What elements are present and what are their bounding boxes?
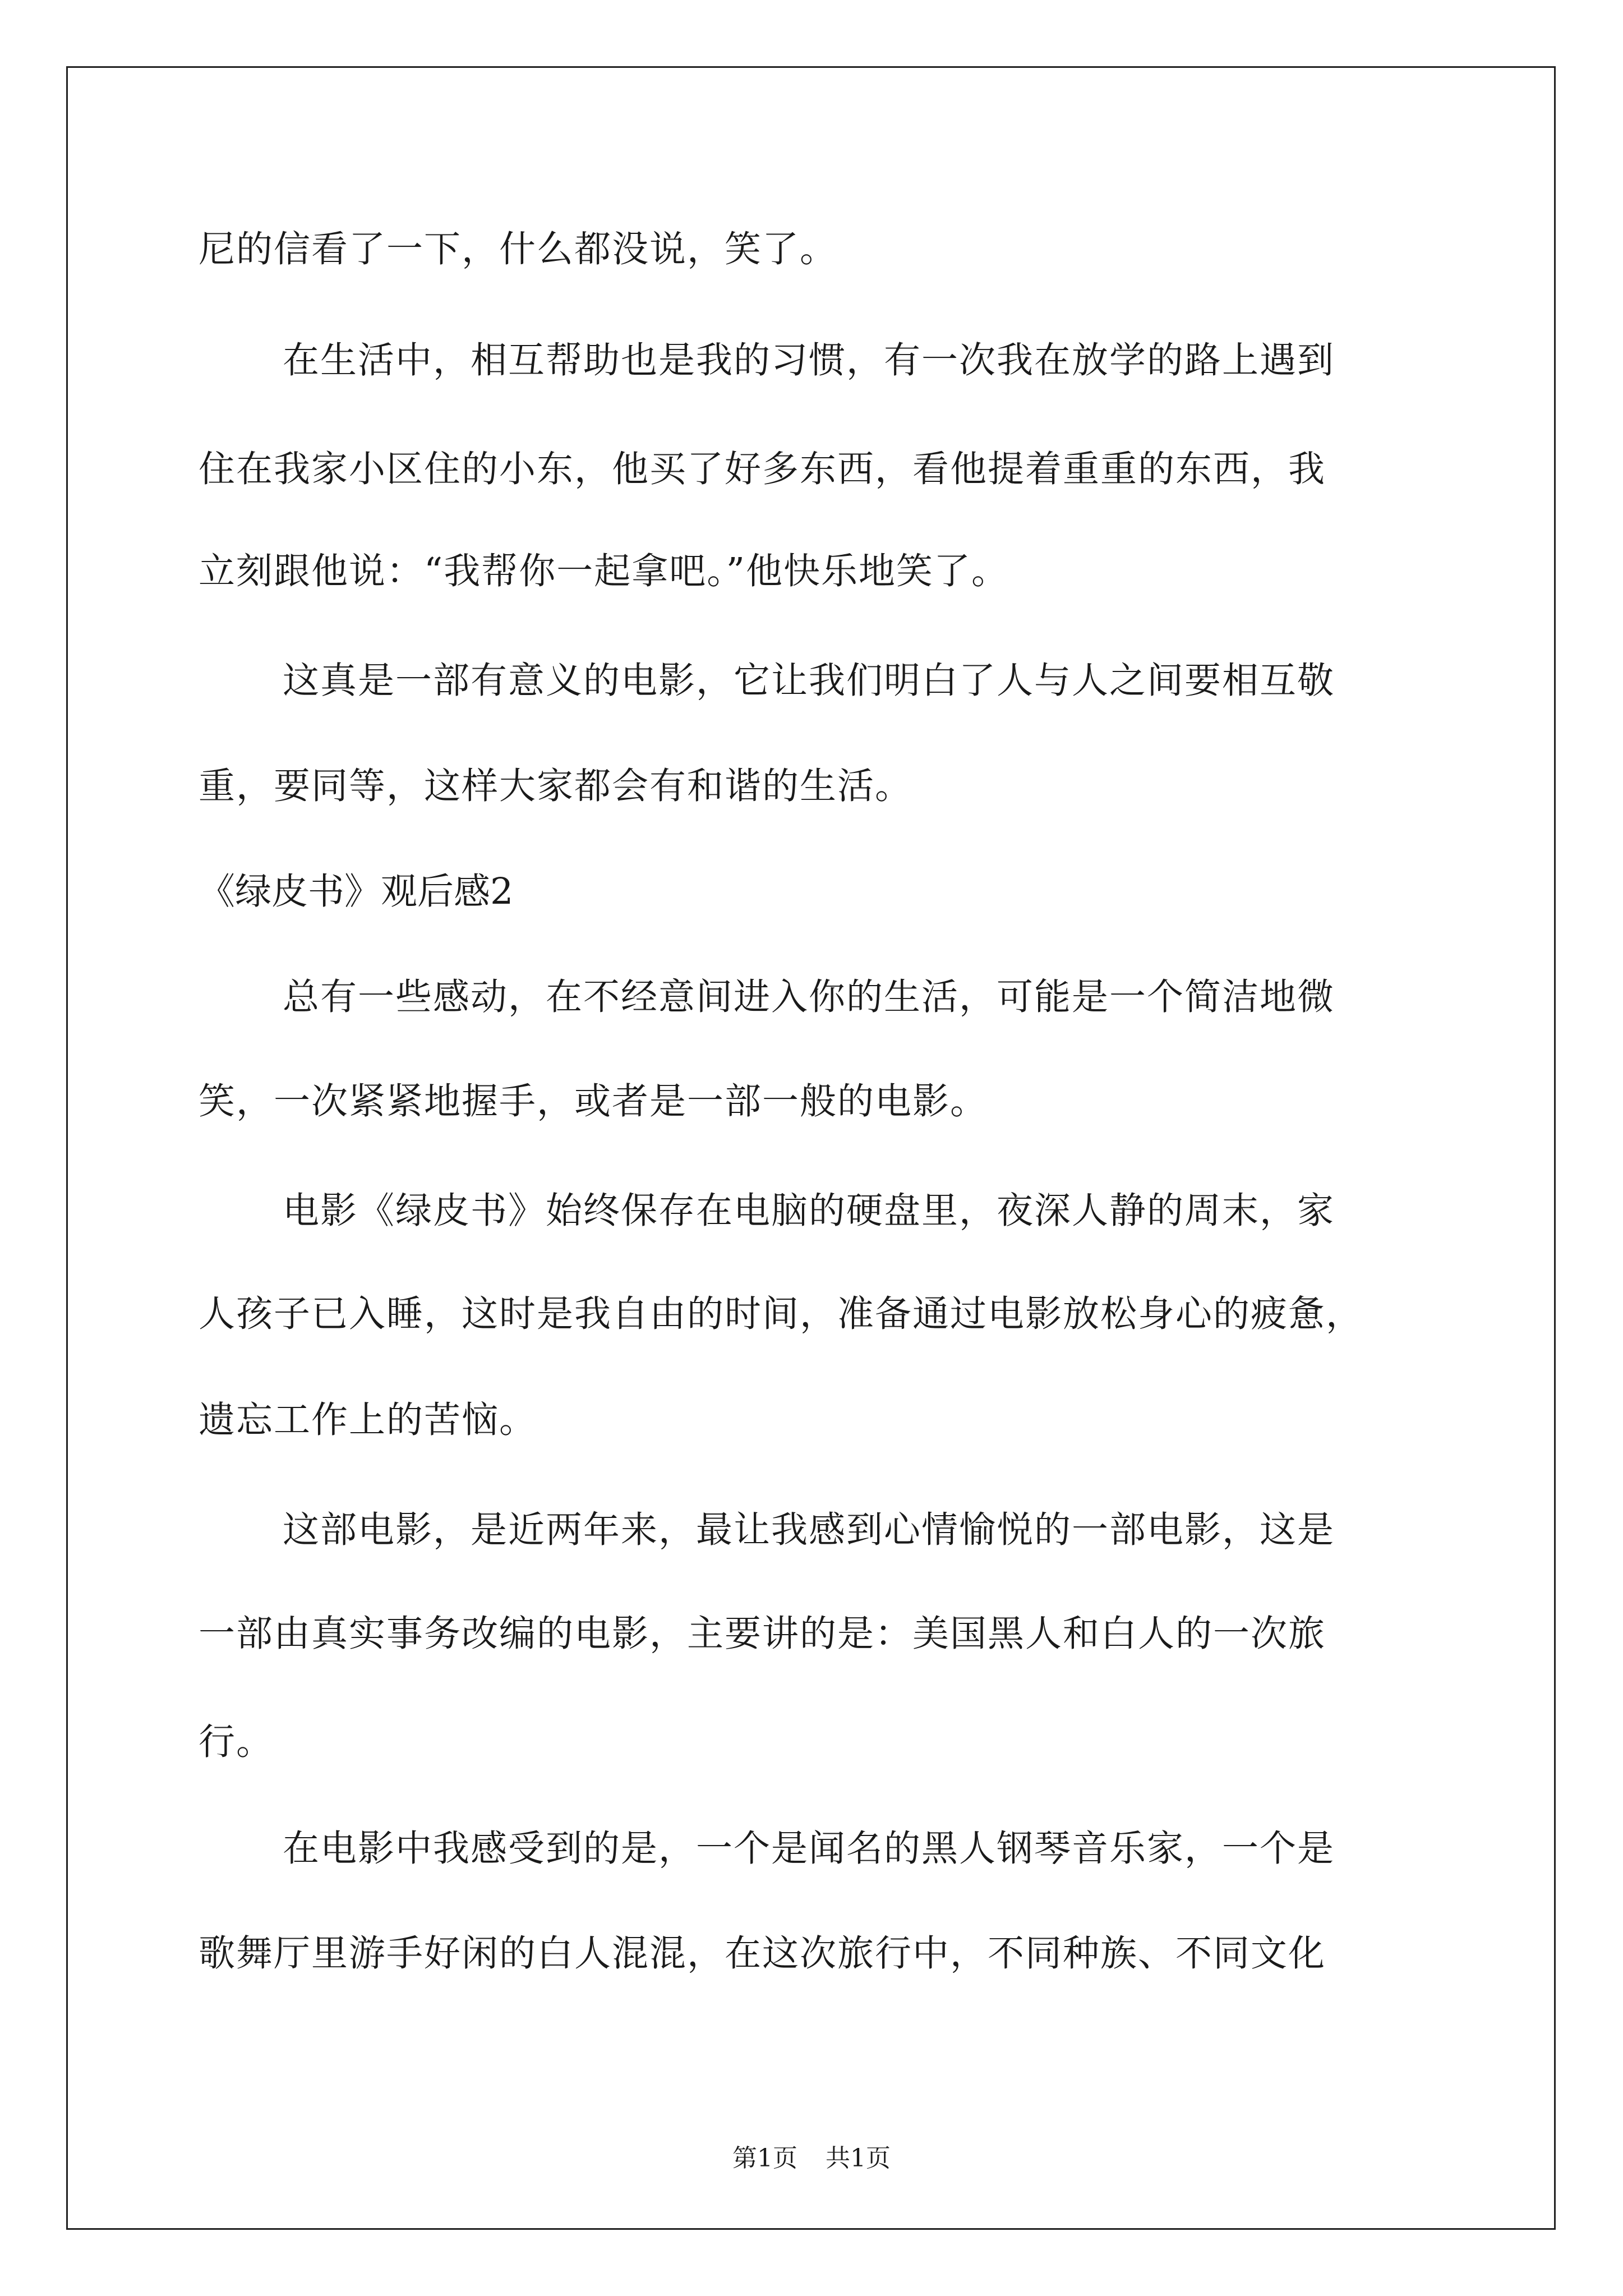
paragraph-start-line: 电影《绿皮书》始终保存在电脑的硬盘里，夜深人静的周末，家 (283, 1190, 1335, 1232)
page-footer (0, 2146, 1623, 2171)
page-total: 共1页 (826, 2144, 891, 2173)
paragraph-start-line: 这真是一部有意义的电影，它让我们明白了人与人之间要相互敬 (283, 660, 1335, 702)
text-line: 歌舞厅里游手好闲的白人混混，在这次旅行中，不同种族、不同文化 (199, 1932, 1326, 1975)
text-line: 立刻跟他说：“我帮你一起拿吧。”他快乐地笑了。 (199, 550, 1009, 592)
text-line: 一部由真实事务改编的电影，主要讲的是：美国黑人和白人的一次旅 (199, 1613, 1326, 1655)
text-line: 尼的信看了一下，什么都没说，笑了。 (199, 228, 838, 270)
paragraph-start-line: 总有一些感动，在不经意间进入你的生活，可能是一个简洁地微 (283, 976, 1335, 1018)
paragraph-start-line: 在生活中，相互帮助也是我的习惯，有一次我在放学的路上遇到 (283, 339, 1335, 381)
paragraph-start-line: 在电影中我感受到的是，一个是闻名的黑人钢琴音乐家，一个是 (283, 1828, 1335, 1870)
text-line: 重，要同等，这样大家都会有和谐的生活。 (199, 765, 913, 807)
page-frame (66, 66, 1556, 2230)
text-line: 行。 (199, 1721, 274, 1763)
paragraph-start-line: 这部电影，是近两年来，最让我感到心情愉悦的一部电影，这是 (283, 1509, 1335, 1551)
text-line: 住在我家小区住的小东，他买了好多东西，看他提着重重的东西，我 (199, 448, 1326, 490)
section-heading: 《绿皮书》观后感2 (199, 871, 514, 913)
text-line: 遗忘工作上的苦恼。 (199, 1399, 537, 1441)
page-number: 第1页 (732, 2144, 797, 2173)
text-line: 人孩子已入睡，这时是我自由的时间，准备通过电影放松身心的疲惫， (199, 1293, 1364, 1335)
text-line: 笑，一次紧紧地握手，或者是一部一般的电影。 (199, 1080, 988, 1122)
